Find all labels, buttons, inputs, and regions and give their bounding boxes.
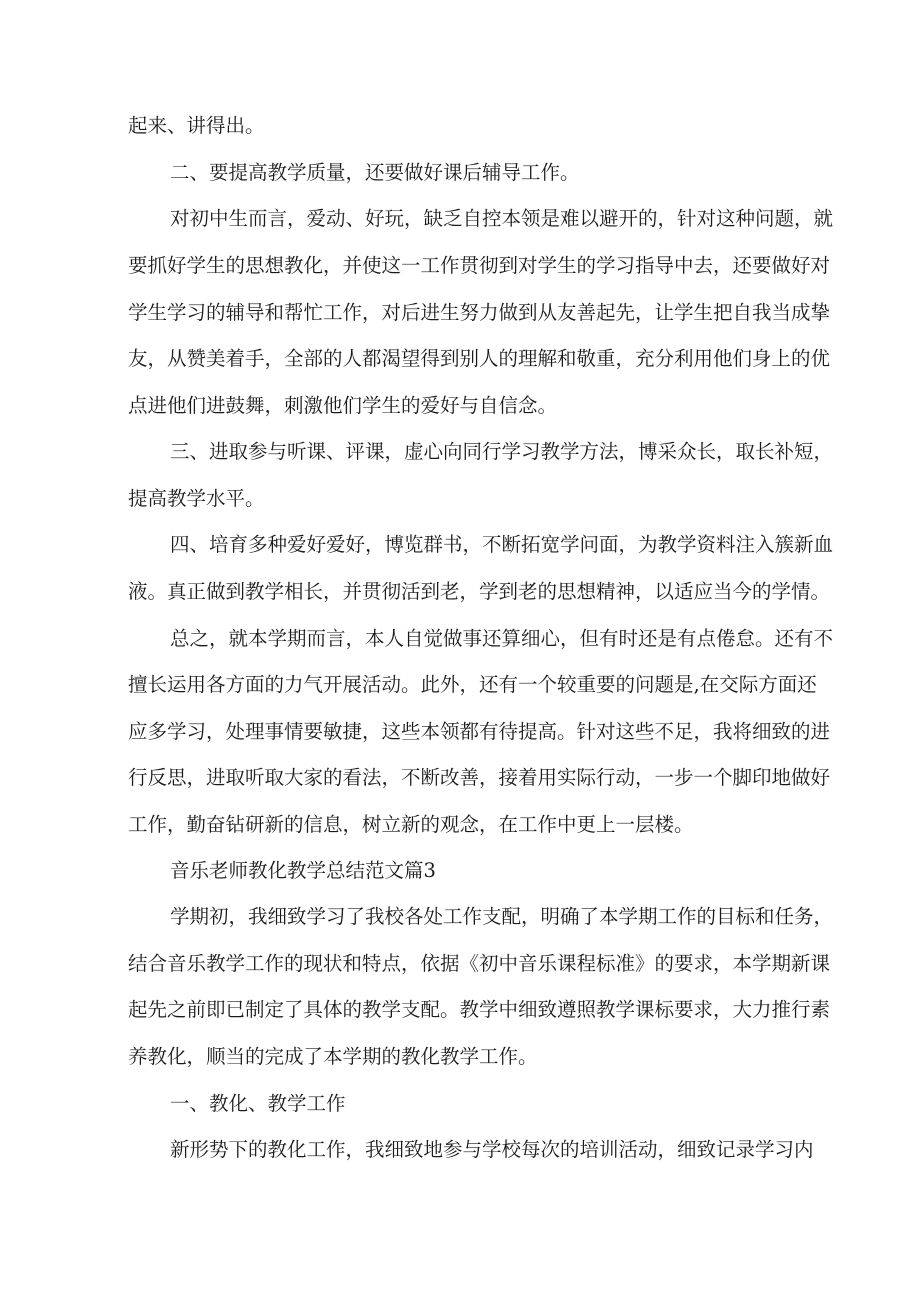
paragraph-line: 液。真正做到教学相长，并贯彻活到老，学到老的思想精神，以适应当今的学情。 (128, 580, 831, 603)
paragraph-line: 工作，勤奋钻研新的信息，树立新的观念，在工作中更上一层楼。 (128, 813, 694, 836)
paragraph-line: 起先之前即已制定了具体的教学支配。教学中细致遵照教学课标要求，大力推行素 (128, 998, 831, 1021)
paragraph-line: 友，从赞美着手，全部的人都渴望得到别人的理解和敬重，充分利用他们身上的优 (128, 347, 831, 370)
paragraph-line: 总之，就本学期而言，本人自觉做事还算细心，但有时还是有点倦怠。还有不 (170, 627, 834, 650)
section-heading: 一、教化、教学工作 (170, 1092, 346, 1115)
paragraph-line: 三、进取参与听课、评课，虚心向同行学习教学方法，博采众长，取长补短， (170, 440, 834, 463)
paragraph-line: 学期初，我细致学习了我校各处工作支配，明确了本学期工作的目标和任务， (170, 905, 834, 928)
paragraph-line: 四、培育多种爱好爱好，博览群书，不断拓宽学问面，为教学资料注入簇新血 (170, 533, 834, 556)
paragraph-line: 养教化，顺当的完成了本学期的教化教学工作。 (128, 1045, 538, 1068)
article-title: 音乐老师教化教学总结范文篇3 (170, 859, 436, 882)
paragraph-line: 对初中生而言，爱动、好玩，缺乏自控本领是难以避开的，针对这种问题，就 (170, 207, 834, 230)
paragraph-line: 点进他们进鼓舞，刺激他们学生的爱好与自信念。 (128, 394, 558, 417)
paragraph-line: 提高教学水平。 (128, 487, 265, 510)
paragraph-line: 结合音乐教学工作的现状和特点，依据《初中音乐课程标准》的要求，本学期新课 (128, 952, 831, 975)
paragraph-line: 新形势下的教化工作，我细致地参与学校每次的培训活动，细致记录学习内 (170, 1138, 814, 1161)
paragraph-line: 擅长运用各方面的力气开展活动。此外，还有一个较重要的问题是,在交际方面还 (128, 673, 817, 696)
paragraph-line: 要抓好学生的思想教化，并使这一工作贯彻到对学生的学习指导中去，还要做好对 (128, 254, 831, 277)
paragraph-line: 行反思，进取听取大家的看法，不断改善，接着用实际行动，一步一个脚印地做好 (128, 766, 831, 789)
paragraph-line: 学生学习的辅导和帮忙工作，对后进生努力做到从友善起先，让学生把自我当成挚 (128, 301, 831, 324)
paragraph-line: 应多学习，处理事情要敏捷，这些本领都有待提高。针对这些不足，我将细致的进 (128, 720, 831, 743)
paragraph-line: 起来、讲得出。 (128, 114, 265, 137)
section-heading: 二、要提高教学质量，还要做好课后辅导工作。 (170, 161, 580, 184)
